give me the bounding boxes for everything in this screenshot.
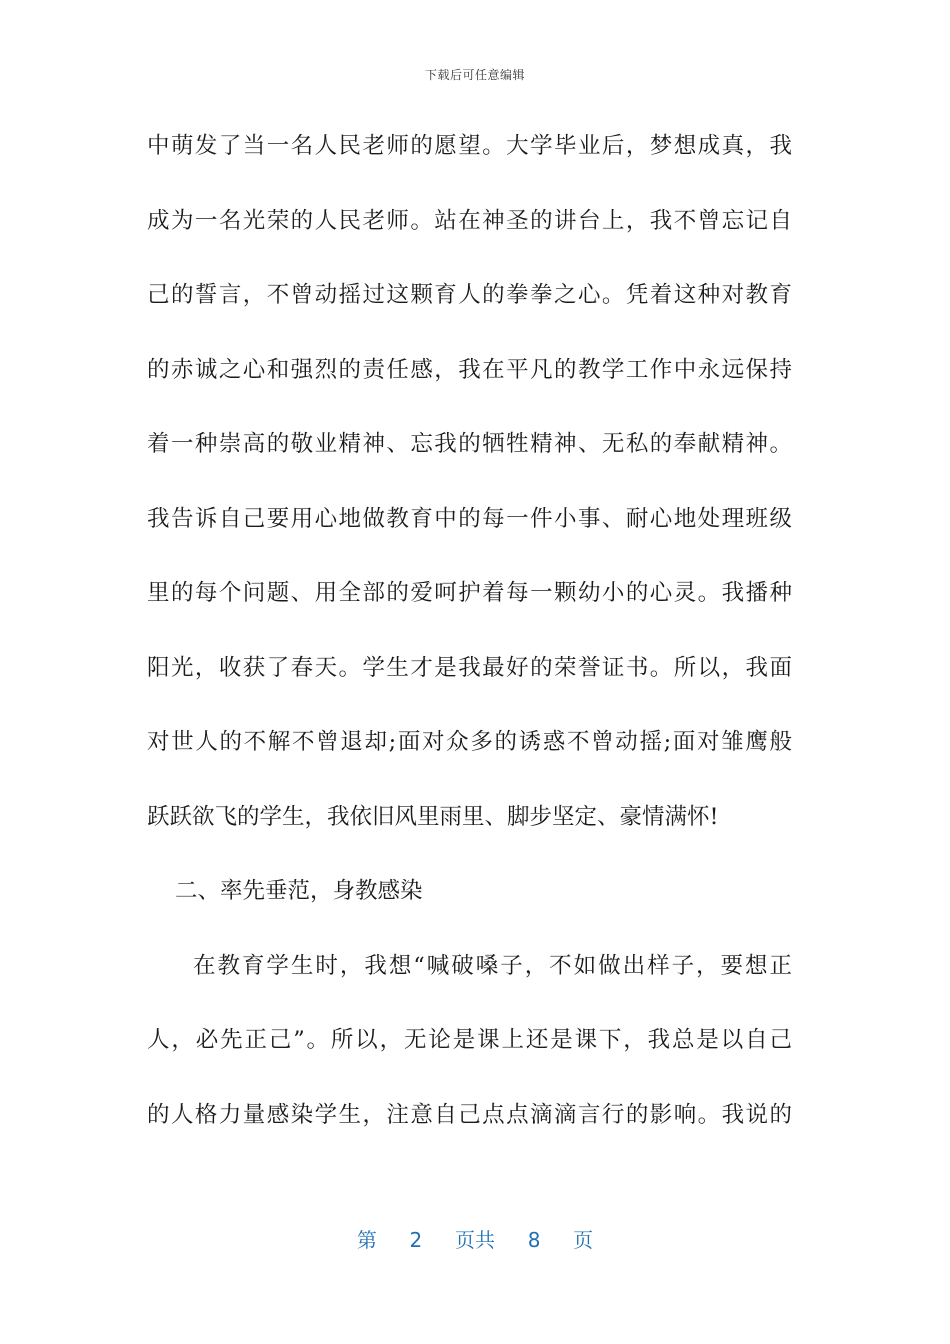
text-line: 着一种崇高的敬业精神、忘我的牺牲精神、无私的奉献精神。 xyxy=(147,431,792,457)
text-line: 我告诉自己要用心地做教育中的每一件小事、耐心地处理班级 xyxy=(147,505,792,532)
text-line: 在教育学生时，我想“喊破嗓子，不如做出样子，要想正 xyxy=(193,952,792,979)
body-text xyxy=(147,124,792,1167)
footer-page-number: 2 xyxy=(409,1228,423,1252)
text-line: 跃跃欲飞的学生，我依旧风里雨里、脚步坚定、豪情满怀! xyxy=(147,803,719,830)
text-line: 的赤诚之心和强烈的责任感，我在平凡的教学工作中永远保持 xyxy=(147,356,792,383)
text-line: 己的誓言，不曾动摇过这颗育人的拳拳之心。凭着这种对教育 xyxy=(147,282,792,308)
text-line: 中萌发了当一名人民老师的愿望。大学毕业后，梦想成真，我 xyxy=(147,133,792,159)
text-line: 成为一名光荣的人民老师。站在神圣的讲台上，我不曾忘记自 xyxy=(147,207,792,234)
text-line: 里的每个问题、用全部的爱呵护着每一颗幼小的心灵。我播种 xyxy=(147,580,792,606)
text-line: 人，必先正己”。所以，无论是课上还是课下，我总是以自己 xyxy=(147,1027,792,1053)
footer-total-pages: 8 xyxy=(527,1228,541,1252)
footer-suffix: 页 xyxy=(573,1228,594,1252)
text-line: 阳光，收获了春天。学生才是我最好的荣誉证书。所以，我面 xyxy=(147,654,792,681)
text-line: 对世人的不解不曾退却;面对众多的诱惑不曾动摇;面对雏鹰般 xyxy=(147,729,792,755)
page-footer xyxy=(0,1224,950,1253)
section-heading: 二、率先垂范，身教感染 xyxy=(175,878,423,904)
footer-prefix: 第 xyxy=(356,1228,377,1252)
text-line: 的人格力量感染学生，注意自己点点滴滴言行的影响。我说的 xyxy=(147,1101,792,1128)
header-note: 下载后可任意编辑 xyxy=(424,68,525,82)
footer-middle: 页共 xyxy=(455,1228,495,1252)
